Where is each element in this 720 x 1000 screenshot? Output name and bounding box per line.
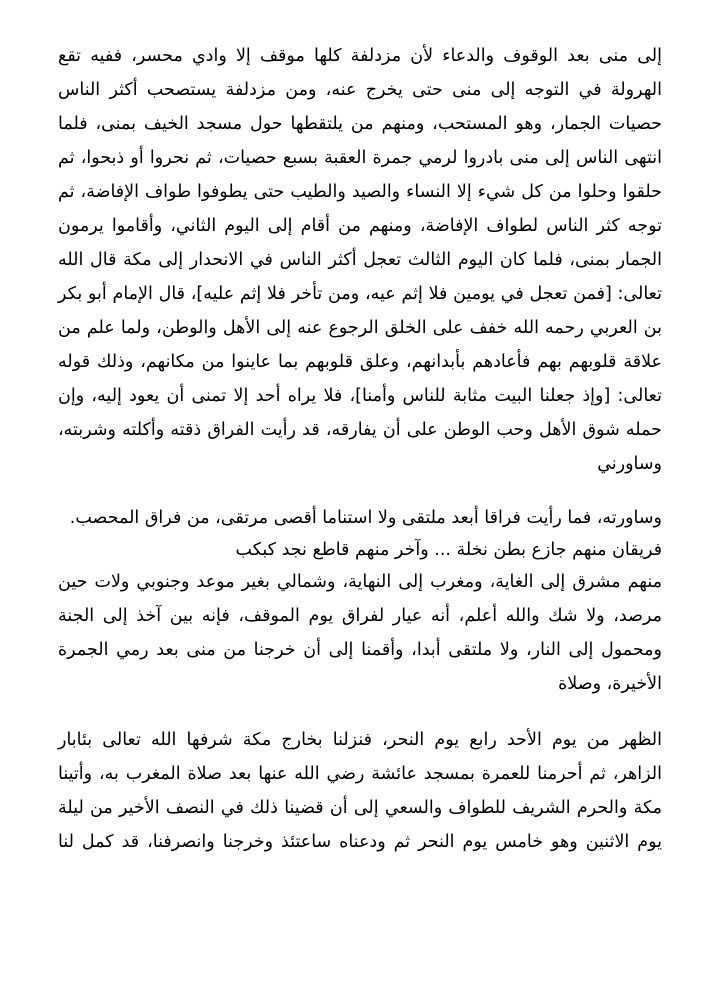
text-line: انتهى الناس إلى منى بادروا لرمي جمرة العقبة بسبع حصيات، ثم نحروا أو ذبحوا، ثم <box>58 148 662 168</box>
text-line: حمله شوق الأهل وحب الوطن على أن يفارقه، قد رأيت الفراق ذقته وأكلته وشربته، <box>58 420 662 440</box>
text-line: تعالى: [فمن تعجل في يومين فلا إثم عيه، ومن تأخر فلا إثم عليه]، قال الإمام أبو بكر <box>58 284 662 304</box>
text-line: مرصد، ولا شك والله أعلم، أنه عيار لفراق يوم الموقف، فإنه بين آخذ إلى الجنة <box>58 606 662 626</box>
text-line: حلقوا وحلوا من كل شيء إلا النساء والصيد والطيب حتى يطوفوا طواف الإفاضة، ثم <box>58 182 662 202</box>
text-line: إلى منى بعد الوقوف والدعاء لأن مزدلفة كلها موقف إلا وادي محسر، ففيه تقع <box>58 46 662 66</box>
text-line: حصيات الجمار، وهو المستحب، ومنهم من يلتقطها حول مسجد الخيف بمنى، فلما <box>58 114 662 134</box>
text-line: الزاهر، ثم أحرمنا للعمرة بمسجد عائشة رضي الله عنها بعد صلاة المغرب به، وأتينا <box>58 764 662 784</box>
text-line: بن العربي رحمه الله خفف على الخلق الرجوع عنه إلى الأهل والوطن، ولما علم من <box>58 318 662 338</box>
text-line: علاقة قلوبهم بهم فأعادهم بأبدانهم، وعلق قلوبهم بما عاينوا من مكانهم، وذلك قوله <box>58 352 662 372</box>
poem-verse-line: فريقان منهم جازع بطن نخلة ... وآخر منهم قاطع نجد كبكب <box>235 540 662 560</box>
text-line: ومحمول إلى النار، ولا ملتقى أبدا، وأقمنا إلى أن خرجنا من منى بعد رمي الجمرة <box>58 640 662 660</box>
text-line: منهم مشرق إلى الغاية، ومغرب إلى النهاية، وشمالي بغير موعد وجنوبي ولات حين <box>58 572 662 592</box>
text-line: الجمار بمنى، فلما كان اليوم الثالث تعجل أكثر الناس في الانحدار إلى مكة قال الله <box>58 250 662 270</box>
text-line: مكة والحرم الشريف للطواف والسعي إلى أن قضينا ذلك في النصف الأخير من ليلة <box>58 798 662 818</box>
text-line: وساورني <box>597 454 662 474</box>
text-line: تعالى: [وإذ جعلنا البيت مثابة للناس وأمنا]، فلا يراه أحد إلا تمنى أن يعود إليه، وإن <box>58 386 662 406</box>
text-line: الهرولة في التوجه إلى منى حتى يخرج عنه، ومن مزدلفة يستصحب أكثر الناس <box>58 80 662 100</box>
text-line: يوم الاثنين وهو خامس يوم النحر ثم ودعناه ساعتئذ وخرجنا وانصرفنا، قد كمل لنا <box>58 832 662 852</box>
text-line: توجه كثر الناس لطواف الإفاضة، ومنهم من أقام إلى اليوم الثاني، وأقاموا يرمون <box>58 216 662 236</box>
text-line: الظهر من يوم الأحد رابع يوم النحر، فنزلنا بخارج مكة شرفها الله تعالى بئابار <box>58 730 662 750</box>
text-line: الأخيرة، وصلاة <box>558 674 662 694</box>
text-line: وساورته، فما رأيت فراقا أبعد ملتقى ولا استناما أقصى مرتقى، من فراق المحصب. <box>69 508 662 528</box>
